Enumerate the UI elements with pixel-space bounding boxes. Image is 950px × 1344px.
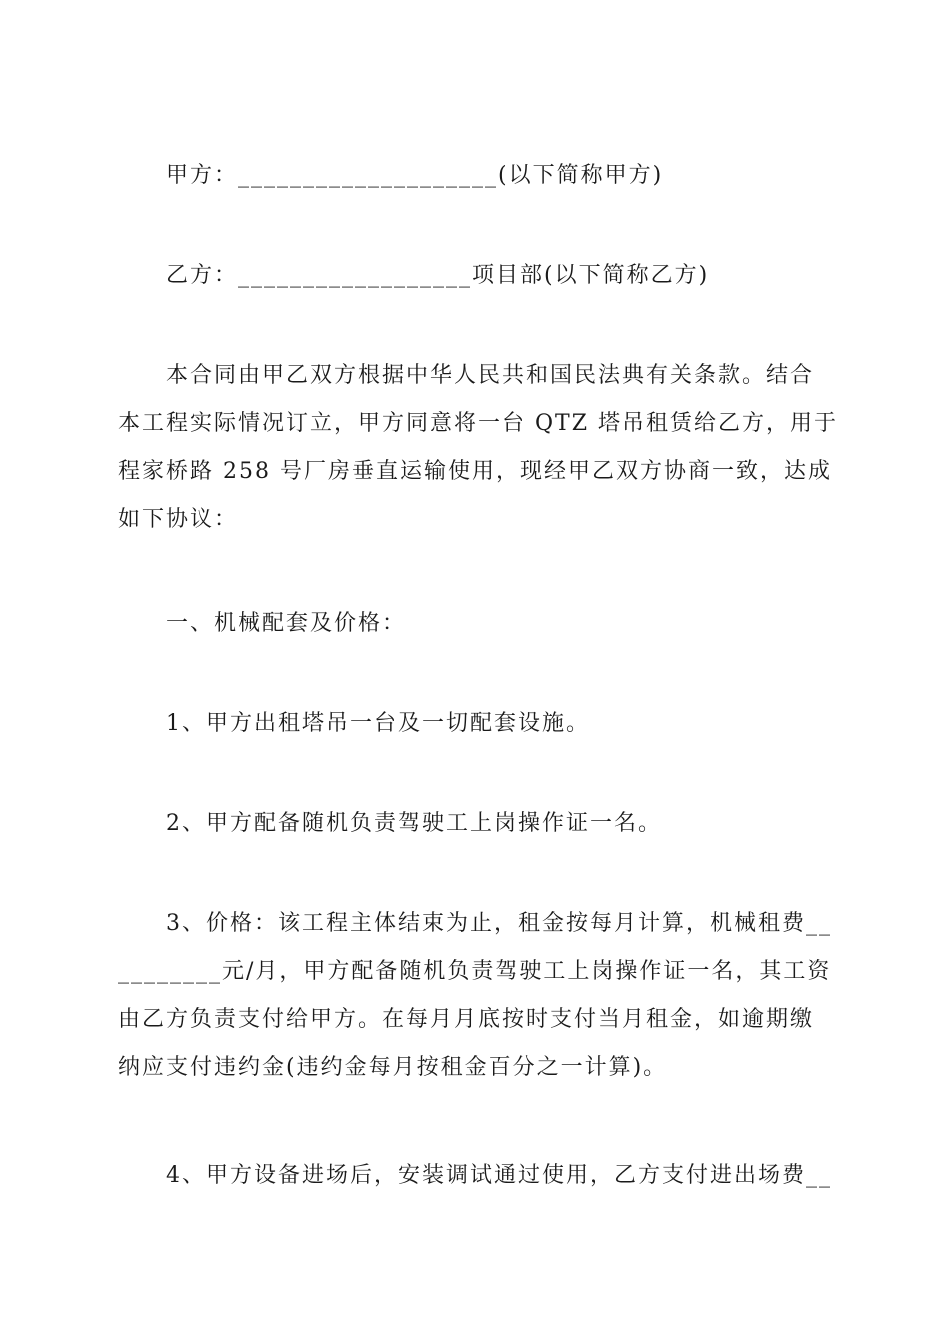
clause-3-line-4: 纳应支付违约金(违约金每月按租金百分之一计算)。 xyxy=(118,1055,668,1080)
section-heading: 一、机械配套及价格： xyxy=(166,611,407,636)
intro-paragraph-line-4: 如下协议： xyxy=(118,507,239,532)
clause-2: 2、甲方配备随机负责驾驶工上岗操作证一名。 xyxy=(166,811,662,836)
party-a-line: 甲方：____________________(以下简称甲方) xyxy=(166,163,664,188)
clause-3-line-3: 由乙方负责支付给甲方。在每月月底按时支付当月租金，如逾期缴 xyxy=(118,1007,815,1032)
clause-3-line-1: 3、价格：该工程主体结束为止，租金按每月计算，机械租费__ xyxy=(166,911,832,936)
party-b-line: 乙方：__________________项目部(以下简称乙方) xyxy=(166,263,710,288)
clause-4: 4、甲方设备进场后，安装调试通过使用，乙方支付进出场费__ xyxy=(166,1163,832,1188)
intro-paragraph-line-3: 程家桥路 258 号厂房垂直运输使用，现经甲乙双方协商一致，达成 xyxy=(118,459,832,484)
clause-3-line-2: ________元/月，甲方配备随机负责驾驶工上岗操作证一名，其工资 xyxy=(118,959,832,984)
intro-paragraph-line-1: 本合同由甲乙双方根据中华人民共和国民法典有关条款。结合 xyxy=(166,363,815,388)
clause-1: 1、甲方出租塔吊一台及一切配套设施。 xyxy=(166,711,590,736)
intro-paragraph-line-2: 本工程实际情况订立，甲方同意将一台 QTZ 塔吊租赁给乙方，用于 xyxy=(118,411,838,436)
